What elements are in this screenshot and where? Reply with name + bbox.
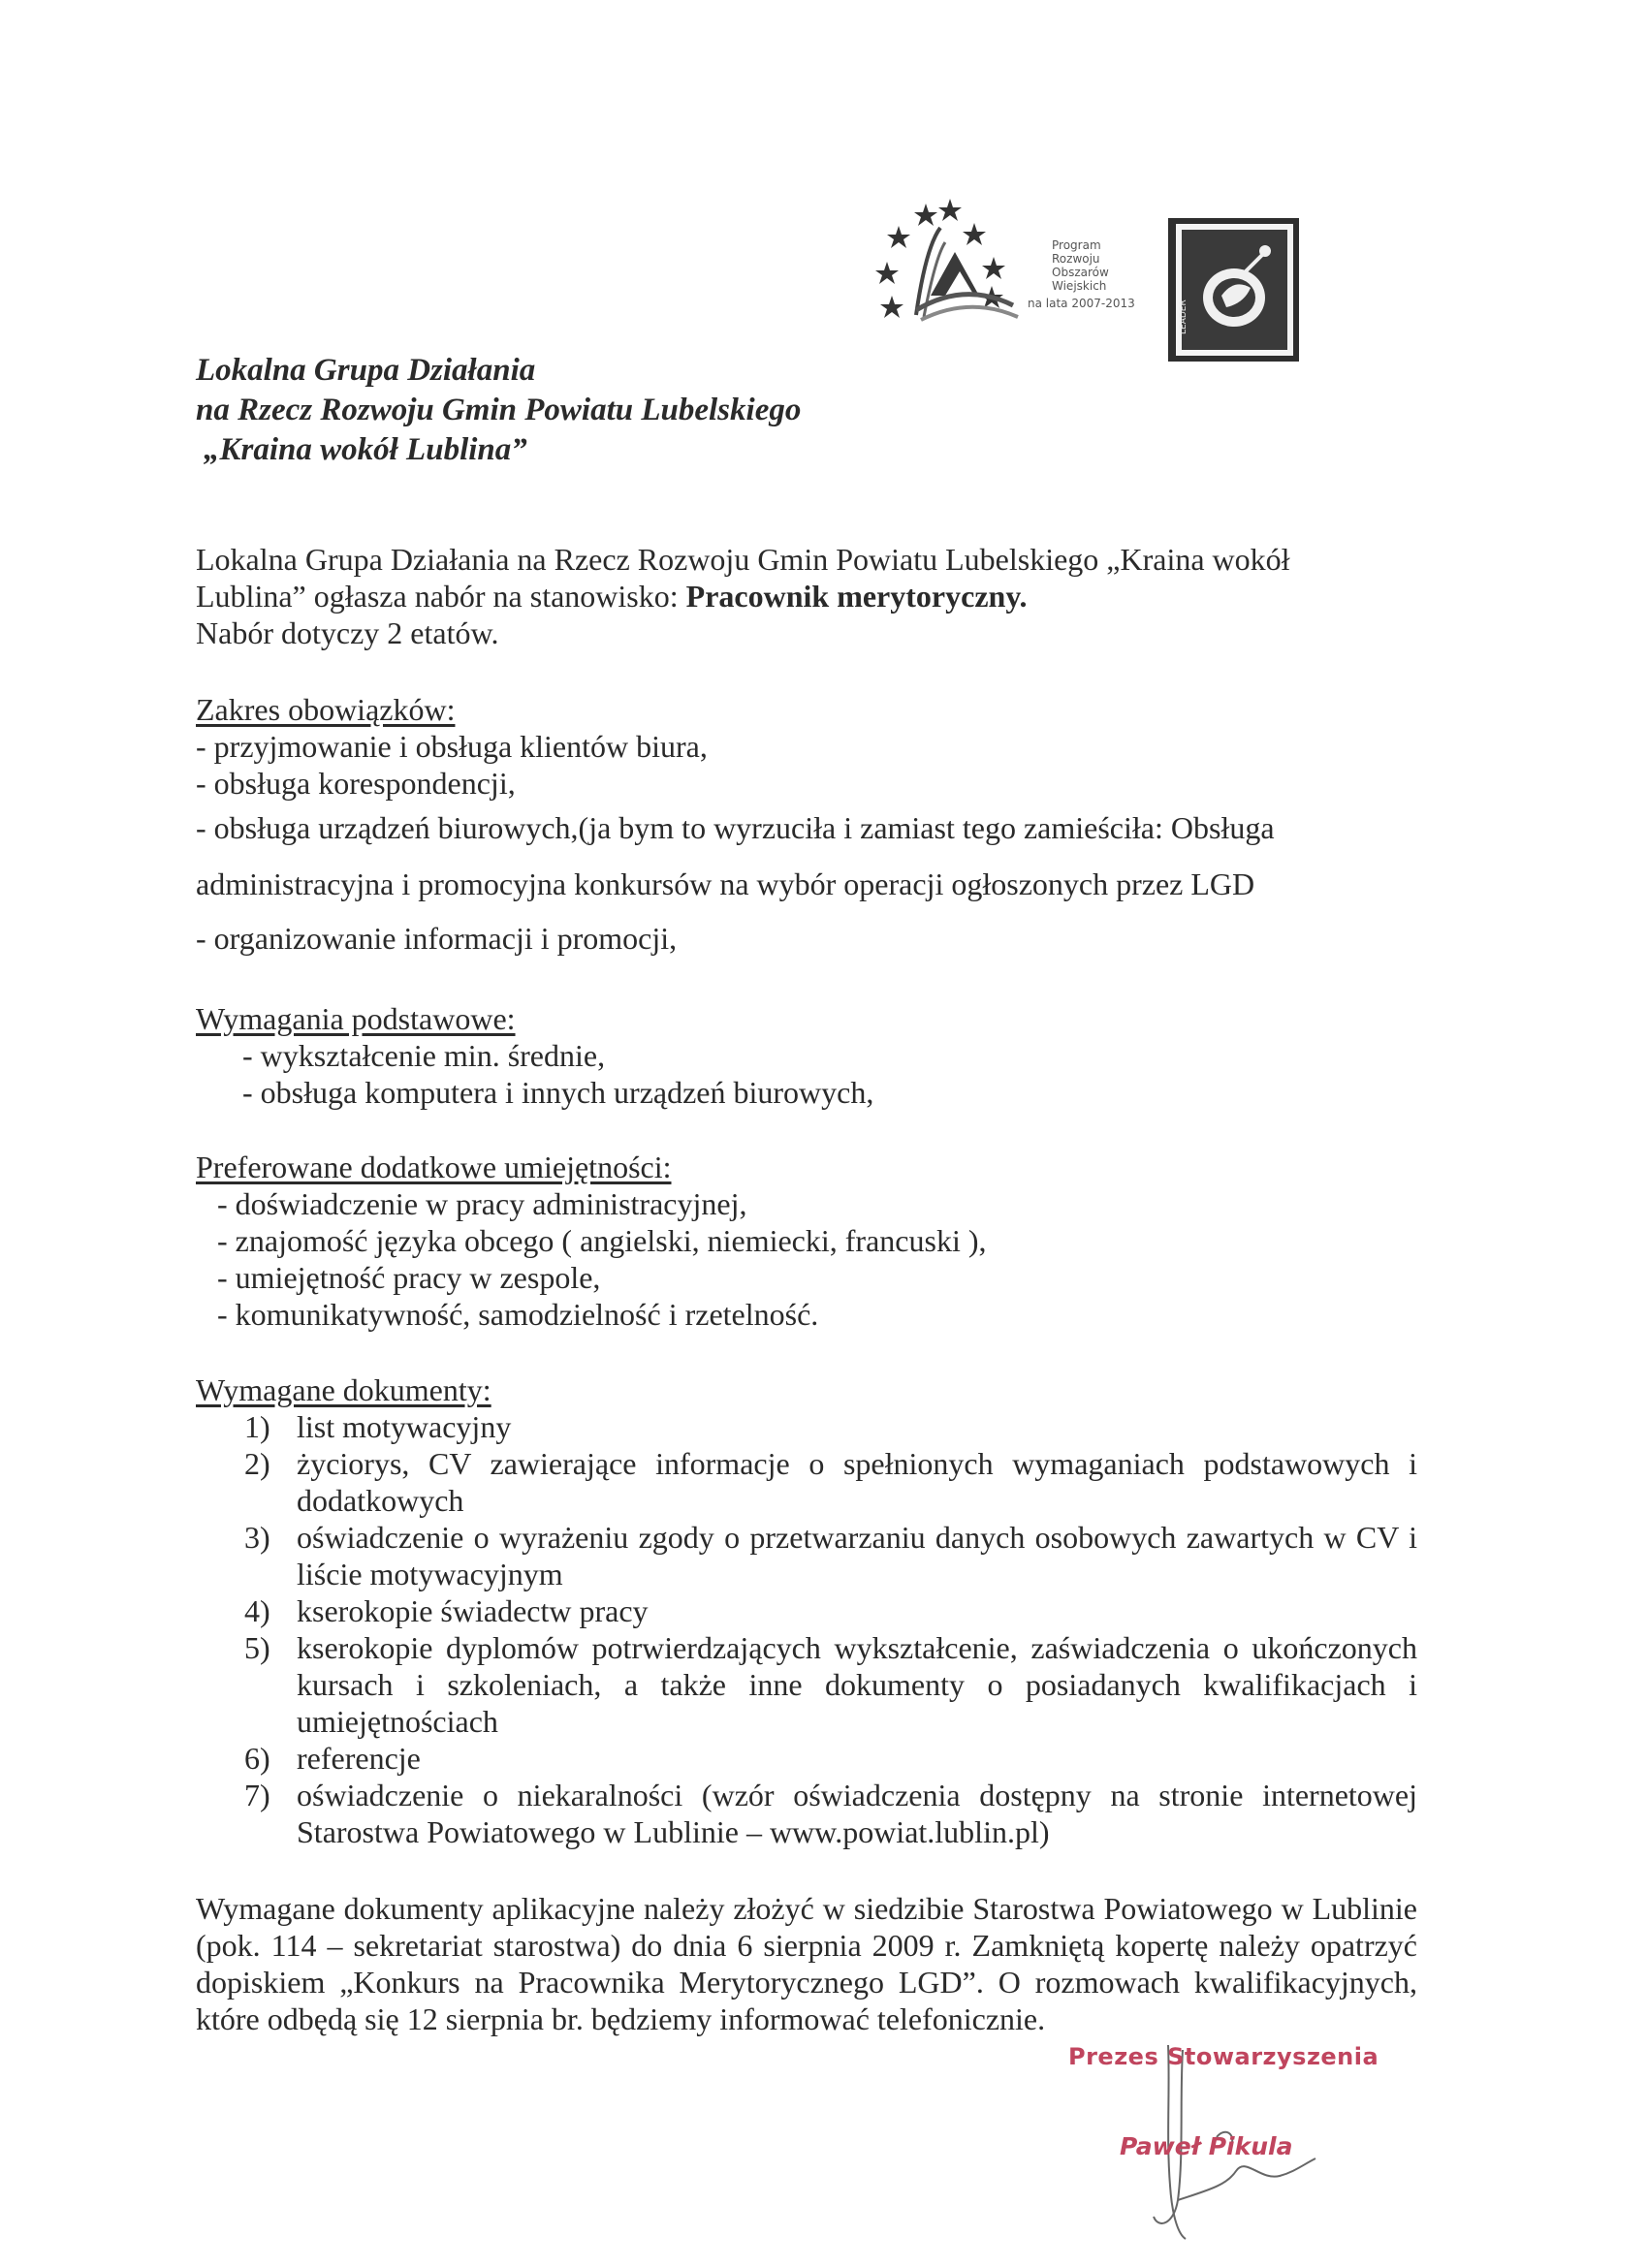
requirements-section [196, 1000, 873, 1111]
documents-list [196, 1408, 1419, 1850]
intro-line-1: Lokalna Grupa Działania na Rzecz Rozwoju Gmin Powiatu Lubelskiego „Kraina wokół [196, 542, 1290, 577]
intro-line-2 [196, 578, 1417, 614]
rural-development-program-logo [848, 189, 1139, 344]
document-item [244, 1777, 1419, 1850]
closing-paragraph: Wymagane dokumenty aplikacyjne należy złożyć w siedzibie Starostwa Powiatowego w Lublinie (pok. 114 – sekretariat starostwa) do dnia 6 sierpnia 2009 r. Zamkniętą kopertę należy opatrzyć dopiskiem „Konkurs na Pracownika Merytorycznego LGD”. O rozmowach kwalifikacyjnych, które odbędą się 12 sierpnia br. będziemy informować telefonicznie. [196, 1891, 1417, 2036]
position-name: Pracownik merytoryczny. [685, 579, 1028, 614]
intro-line-2-text: Lublina” ogłasza nabór na stanowisko: [196, 579, 686, 614]
document-number: 4) [244, 1593, 270, 1628]
document-number: 7) [244, 1778, 270, 1812]
document-item [244, 1629, 1419, 1740]
document-text: oświadczenie o niekaralności (wzór oświadczenia dostępny na stronie internetowej Starostwa Powiatowego w Lublinie – www.powiat.lublin.pl) [297, 1778, 1417, 1849]
duty-item: administracyjna i promocyjna konkursów na wybór operacji ogłoszonych przez LGD [196, 866, 1255, 901]
logo-text-line-3: Obszarów [1052, 266, 1109, 279]
documents-title: Wymagane dokumenty: [196, 1372, 491, 1407]
preferred-skills-title: Preferowane dodatkowe umiejętności: [196, 1150, 672, 1184]
document-item [244, 1408, 1419, 1445]
document-number: 3) [244, 1520, 270, 1555]
intro-line-3: Nabór dotyczy 2 etatów. [196, 615, 499, 650]
document-number: 1) [244, 1409, 270, 1444]
duty-item: - obsługa urządzeń biurowych,(ja bym to wyrzuciła i zamiast tego zamieściła: Obsługa [196, 810, 1275, 845]
document-item [244, 1445, 1419, 1519]
document-item [244, 1740, 1419, 1777]
preferred-skills-list [196, 1185, 986, 1333]
duty-item: - obsługa korespondencji, [196, 766, 516, 801]
document-item [244, 1519, 1419, 1592]
duty-item: - organizowanie informacji i promocji, [196, 921, 678, 956]
duties-list [196, 728, 1275, 957]
document-text: życiorys, CV zawierające informacje o spełnionych wymaganiach podstawowych i dodatkowych [297, 1446, 1417, 1518]
intro-paragraph [196, 541, 1417, 651]
org-line-2: na Rzecz Rozwoju Gmin Powiatu Lubelskiego [196, 393, 802, 427]
logo-text-line-4: Wiejskich [1052, 279, 1107, 293]
preferred-skill-item: - komunikatywność, samodzielność i rzetelność. [217, 1297, 819, 1332]
signature-name: Paweł Pikula [1120, 2132, 1293, 2160]
document-number: 6) [244, 1741, 270, 1776]
document-text: oświadczenie o wyrażeniu zgody o przetwarzaniu danych osobowych zawartych w CV i liście motywacyjnym [297, 1520, 1417, 1591]
requirement-item: - obsługa komputera i innych urządzeń biurowych, [242, 1075, 874, 1110]
signature-title: Prezes Stowarzyszenia [1068, 2043, 1379, 2070]
logo-text-line-1: Program [1052, 238, 1101, 252]
documents-section [196, 1371, 1419, 1850]
document-text: kserokopie świadectw pracy [297, 1593, 649, 1628]
preferred-skill-item: - znajomość języka obcego ( angielski, niemiecki, francuski ), [217, 1223, 987, 1258]
requirements-title: Wymagania podstawowe: [196, 1001, 516, 1036]
document-number: 5) [244, 1630, 270, 1665]
document-number: 2) [244, 1446, 270, 1481]
duties-section [196, 691, 1275, 957]
document-item [244, 1592, 1419, 1629]
leader-logo [1168, 218, 1299, 362]
organization-header [196, 351, 801, 470]
org-line-1: Lokalna Grupa Działania [196, 353, 536, 388]
preferred-skills-section [196, 1149, 986, 1333]
preferred-skill-item: - umiejętność pracy w zespole, [217, 1260, 601, 1295]
handwritten-signature [1062, 1992, 1381, 2244]
logo-text-line-5: na lata 2007-2013 [1028, 297, 1135, 310]
duties-title: Zakres obowiązków: [196, 692, 456, 727]
duty-item: - przyjmowanie i obsługa klientów biura, [196, 729, 708, 764]
preferred-skill-item: - doświadczenie w pracy administracyjnej, [217, 1186, 747, 1221]
requirements-list [196, 1037, 873, 1111]
logo-text-line-2: Rozwoju [1052, 252, 1100, 266]
org-line-3: „Kraina wokół Lublina” [204, 432, 527, 467]
document-text: referencje [297, 1741, 421, 1776]
leader-label: LEADER [1179, 299, 1188, 334]
requirement-item: - wykształcenie min. średnie, [242, 1038, 606, 1073]
document-text: kserokopie dyplomów potrwierdzających wykształcenie, zaświadczenia o ukończonych kursach i szkoleniach, a także inne dokumenty o posiadanych kwalifikacjach i umiejętnościach [297, 1630, 1417, 1739]
document-text: list motywacyjny [297, 1409, 512, 1444]
